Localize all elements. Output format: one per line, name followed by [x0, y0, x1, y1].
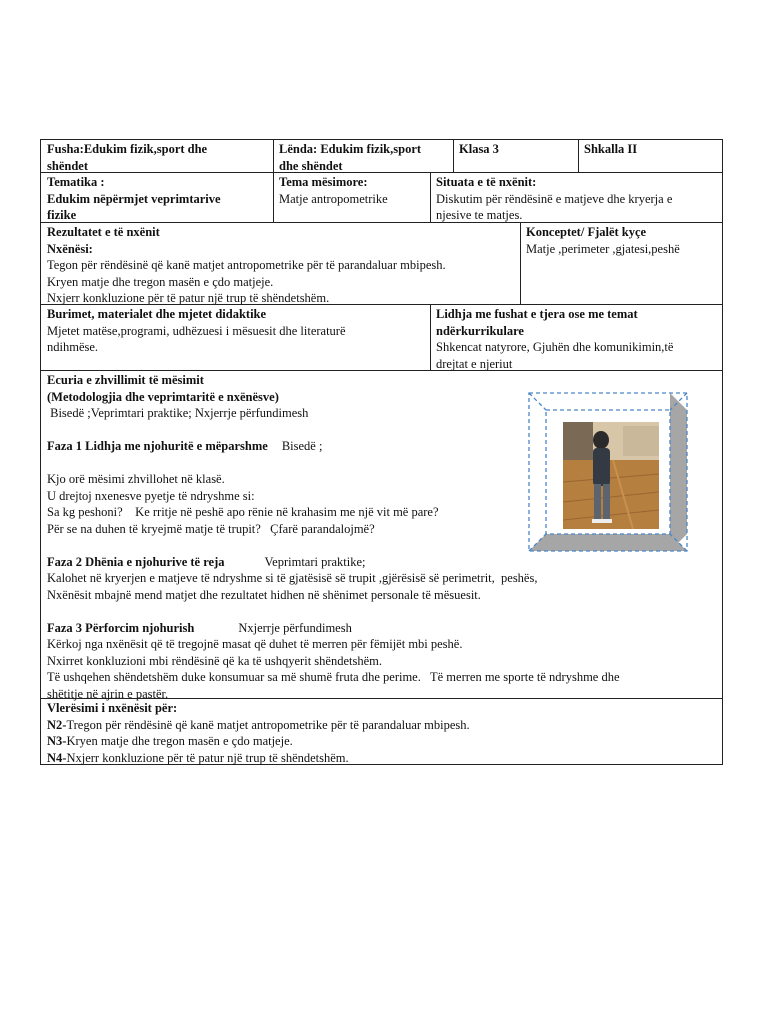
vleresimi-row [40, 698, 723, 765]
lidhja-cell [430, 305, 723, 370]
situata-label: Situata e të nxënit: [436, 175, 537, 189]
faza2-title: Faza 2 Dhënia e njohurive të reja [47, 554, 225, 569]
faza3-line: shëtitje në ajrin e pastër. [47, 686, 169, 701]
ecuria-cell [41, 371, 722, 701]
lidhja-label-1: Lidhja me fushat e tjera ose me temat [436, 307, 638, 321]
vleresimi-text: Nxjerr konkluzione për të patur një trup të shëndetshëm. [66, 750, 349, 765]
burimet-value-1: Mjetet matëse,programi, udhëzuesi i mësuesit dhe literaturë [47, 323, 346, 338]
faza3-heading [47, 620, 716, 637]
tema-value: Matje antropometrike [279, 191, 388, 206]
rezultatet-item: Tegon për rëndësinë që kanë matjet antropometrike për të parandaluar mbipesh. [47, 258, 446, 272]
vleresimi-item [47, 750, 716, 767]
faza2-heading [47, 554, 716, 571]
student-measurement-photo [563, 422, 659, 529]
nxenesi-label: Nxënësi: [47, 241, 93, 256]
tema-cell [273, 173, 430, 222]
faza1-line: Kjo orë mësimi zhvillohet në klasë. [47, 472, 225, 486]
metodat-line: Bisedë ;Veprimtari praktike; Nxjerrje përfundimesh [47, 406, 309, 420]
rezultatet-label: Rezultatet e të nxënit [47, 225, 160, 239]
faza3-title: Faza 3 Përforcim njohurish [47, 620, 195, 635]
faza3-line: Kërkoj nga nxënësit që të tregojnë masat që duhet të merren për fëmijët mbi peshë. [47, 637, 463, 651]
vleresimi-text: Kryen matje dhe tregon masën e çdo matjeje. [66, 734, 293, 748]
tematika-cell [41, 173, 273, 222]
vleresimi-cell [41, 699, 722, 764]
fusha-cell [41, 140, 273, 172]
metodologjia-title: (Metodologjia dhe veprimtaritë e nxënësve) [47, 389, 279, 404]
klasa-value: Klasa 3 [459, 142, 499, 156]
konceptet-cell [520, 223, 723, 304]
ecuria-row [40, 370, 723, 699]
vleresimi-code: N4- [47, 750, 67, 765]
lidhja-value-1: Shkencat natyrore, Gjuhën dhe komunikimin,të [436, 340, 674, 354]
shkalla-value: Shkalla II [584, 142, 638, 156]
faza2-line: Nxënësit mbajnë mend matjet dhe rezultatet hidhen në shënimet personale të mësuesit. [47, 587, 481, 602]
faza1-line: Sa kg peshoni? Ke rritje në peshë apo rënie në krahasim me një vit më pare? [47, 505, 439, 519]
situata-cell [430, 173, 723, 222]
burimet-value-2: ndihmëse. [47, 340, 99, 354]
shkalla-cell [578, 140, 723, 172]
vleresimi-code: N2- [47, 717, 67, 732]
vleresimi-item [47, 717, 716, 734]
faza3-method: Nxjerrje përfundimesh [238, 620, 352, 635]
tema-label: Tema mësimore: [279, 175, 368, 189]
faza3-line: Nxirret konkluzioni mbi rëndësinë që ka të ushqyerit shëndetshëm. [47, 653, 382, 668]
lenda-line-2: dhe shëndet [279, 158, 343, 173]
situata-value-2: njesive te matjes. [436, 208, 523, 222]
faza2-method: Veprimtari praktike; [264, 554, 366, 569]
lenda-cell [273, 140, 453, 172]
ecuria-title: Ecuria e zhvillimit të mësimit [47, 373, 204, 387]
tematika-value-2: fizike [47, 208, 77, 222]
faza2-line: Kalohet në kryerjen e matjeve të ndryshme si të gjatësisë së trupit ,gjërësisë së perimetrit, peshës, [47, 571, 538, 585]
lidhja-label-2: ndërkurrikulare [436, 323, 524, 338]
tematika-row [40, 172, 723, 223]
faza1-line: U drejtoj nxenesve pyetje të ndryshme si: [47, 488, 255, 503]
rezultatet-item: Nxjerr konkluzione për të patur një trup të shëndetshëm. [47, 291, 330, 305]
klasa-cell [453, 140, 577, 172]
rezultatet-item: Kryen matje dhe tregon masën e çdo matjeje. [47, 274, 274, 289]
vleresimi-code: N3- [47, 734, 67, 748]
burimet-label: Burimet, materialet dhe mjetet didaktike [47, 307, 267, 321]
lidhja-value-2: drejtat e njeriut [436, 356, 513, 371]
tematika-value-1: Edukim nëpërmjet veprimtarive [47, 191, 221, 206]
faza1-title: Faza 1 Lidhja me njohuritë e mëparshme [47, 439, 268, 453]
burimet-cell [41, 305, 430, 370]
vleresimi-title: Vlerësimi i nxënësit për: [47, 701, 178, 715]
faza3-line: Të ushqehen shëndetshëm duke konsumuar sa më shumë fruta dhe perime. Të merren me sporte të ndryshme dhe [47, 670, 620, 684]
konceptet-label: Konceptet/ Fjalët kyçe [526, 225, 647, 239]
fusha-line-2: shëndet [47, 158, 88, 173]
situata-value-1: Diskutim për rëndësinë e matjeve dhe kryerja e [436, 191, 673, 206]
fusha-line-1: Fusha:Edukim fizik,sport dhe [47, 142, 208, 156]
burimet-row [40, 304, 723, 371]
header-row [40, 139, 723, 173]
faza1-method: Bisedë ; [281, 439, 323, 453]
lenda-line-1: Lënda: Edukim fizik,sport [279, 142, 422, 156]
tematika-label: Tematika : [47, 175, 105, 189]
vleresimi-item [47, 733, 716, 750]
rezultatet-cell [41, 223, 520, 304]
konceptet-value: Matje ,perimeter ,gjatesi,peshë [526, 241, 680, 256]
vleresimi-text: Tregon për rëndësinë që kanë matjet antropometrike për të parandaluar mbipesh. [66, 717, 470, 732]
rezultatet-row [40, 222, 723, 305]
faza1-line: Për se na duhen të kryejmë matje të trupit? Çfarë parandalojmë? [47, 521, 375, 536]
photo-frame [527, 391, 688, 552]
